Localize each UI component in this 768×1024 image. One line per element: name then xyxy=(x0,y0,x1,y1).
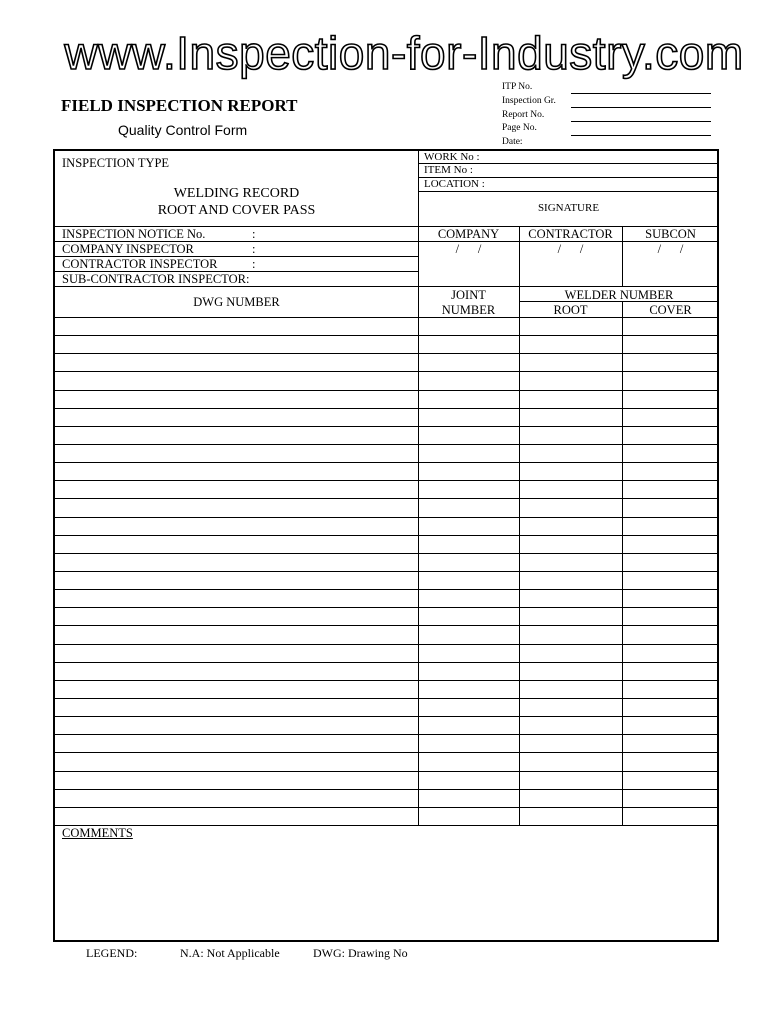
table-row[interactable] xyxy=(55,535,719,553)
table-row[interactable] xyxy=(55,698,719,716)
itp-input-line[interactable] xyxy=(571,93,711,94)
table-row-line xyxy=(55,825,719,826)
table-row[interactable] xyxy=(55,571,719,589)
legend-na: N.A: Not Applicable xyxy=(180,946,280,960)
record-title-line1: WELDING RECORD xyxy=(173,186,300,201)
inspection-type-label: INSPECTION TYPE xyxy=(62,156,170,170)
meta-itp-label: ITP No. xyxy=(502,82,533,92)
inspection-notice-colon: : xyxy=(252,227,256,241)
table-row[interactable] xyxy=(55,408,719,426)
welder-number-header: WELDER NUMBER xyxy=(564,288,674,302)
inspection-notice-label: INSPECTION NOTICE No. xyxy=(62,227,206,241)
joint-header-line2: NUMBER xyxy=(441,303,496,317)
sig-company-label: COMPANY xyxy=(437,227,500,241)
table-row[interactable] xyxy=(55,807,719,825)
table-row[interactable] xyxy=(55,644,719,662)
comments-label: COMMENTS xyxy=(62,826,133,840)
meta-report-no-label: Report No. xyxy=(502,110,545,120)
table-row[interactable] xyxy=(55,371,719,389)
comments-area[interactable] xyxy=(55,841,719,939)
sig-contractor-date[interactable]: / / xyxy=(557,242,584,256)
sig-company-date[interactable]: / / xyxy=(455,242,482,256)
table-row[interactable] xyxy=(55,317,719,335)
report-no-input-line[interactable] xyxy=(571,121,711,122)
sig-contractor-label: CONTRACTOR xyxy=(528,227,613,241)
signature-label: SIGNATURE xyxy=(537,202,600,214)
table-row[interactable] xyxy=(55,680,719,698)
company-inspector-colon: : xyxy=(252,242,256,256)
dwg-number-header: DWG NUMBER xyxy=(193,295,280,309)
table-row[interactable] xyxy=(55,734,719,752)
inspection-gr-input-line[interactable] xyxy=(571,107,711,108)
table-row[interactable] xyxy=(55,480,719,498)
cover-header: COVER xyxy=(649,303,692,317)
contractor-inspector-label: CONTRACTOR INSPECTOR xyxy=(62,257,218,271)
contractor-inspector-colon: : xyxy=(252,257,256,271)
table-row[interactable] xyxy=(55,335,719,353)
legend-dwg: DWG: Drawing No xyxy=(313,946,408,960)
table-row[interactable] xyxy=(55,662,719,680)
table-row[interactable] xyxy=(55,752,719,770)
table-row[interactable] xyxy=(55,462,719,480)
table-row[interactable] xyxy=(55,553,719,571)
table-row[interactable] xyxy=(55,498,719,516)
company-inspector-label: COMPANY INSPECTOR xyxy=(62,242,194,256)
table-row[interactable] xyxy=(55,607,719,625)
page-no-input-line[interactable] xyxy=(571,135,711,136)
meta-page-no-label: Page No. xyxy=(502,123,537,133)
table-row[interactable] xyxy=(55,444,719,462)
table-row[interactable] xyxy=(55,771,719,789)
report-title: FIELD INSPECTION REPORT xyxy=(61,96,298,115)
legend-label: LEGEND: xyxy=(86,946,138,960)
work-no-field[interactable]: WORK No : xyxy=(424,151,480,163)
report-subtitle: Quality Control Form xyxy=(118,122,248,138)
site-banner: www.Inspection-for-Industry.com xyxy=(64,27,744,79)
meta-date-label: Date: xyxy=(502,137,523,147)
table-row[interactable] xyxy=(55,589,719,607)
joint-header-line1: JOINT xyxy=(451,288,486,302)
table-row[interactable] xyxy=(55,625,719,643)
record-title-line2: ROOT AND COVER PASS xyxy=(157,203,316,218)
sig-subcon-label: SUBCON xyxy=(645,227,696,241)
item-no-field[interactable]: ITEM No : xyxy=(424,164,473,176)
subcontractor-inspector-label: SUB-CONTRACTOR INSPECTOR: xyxy=(62,272,250,286)
table-row[interactable] xyxy=(55,426,719,444)
table-row[interactable] xyxy=(55,517,719,535)
table-row[interactable] xyxy=(55,353,719,371)
form-frame xyxy=(53,149,719,942)
location-field[interactable]: LOCATION : xyxy=(424,178,485,190)
meta-inspection-gr-label: Inspection Gr. xyxy=(502,96,556,106)
table-row[interactable] xyxy=(55,789,719,807)
table-row[interactable] xyxy=(55,390,719,408)
root-header: ROOT xyxy=(553,303,588,317)
sig-subcon-date[interactable]: / / xyxy=(657,242,684,256)
table-row[interactable] xyxy=(55,716,719,734)
